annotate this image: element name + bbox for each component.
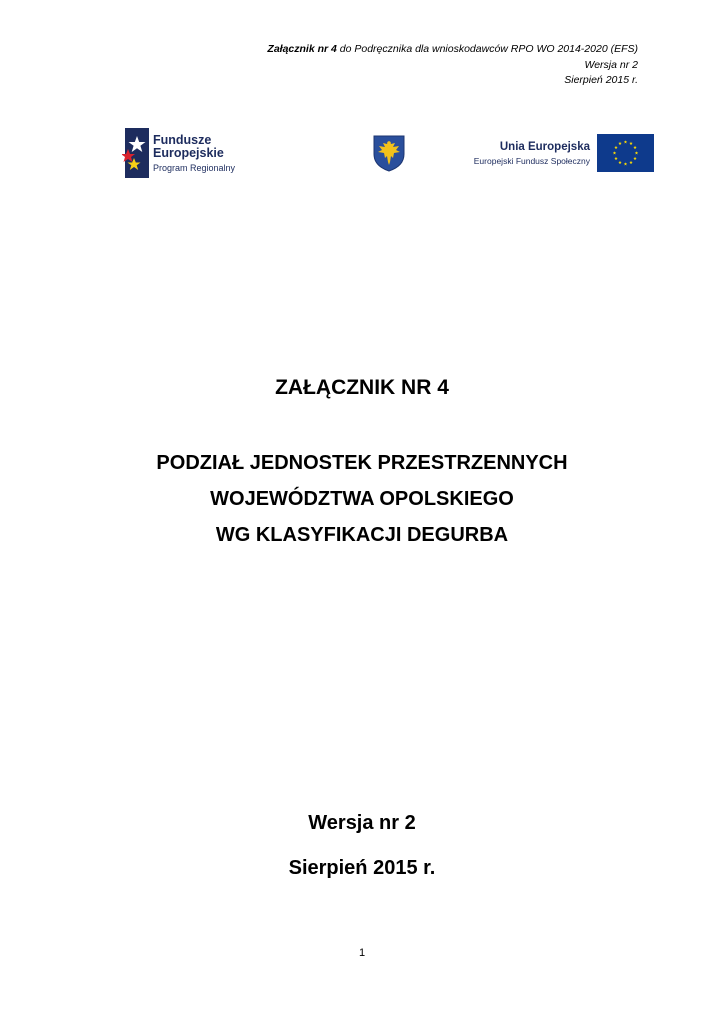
opolskie-coat-of-arms-icon — [372, 134, 406, 172]
page-number: 1 — [358, 947, 366, 959]
subtitle-line-3: WG KLASYFIKACJI DEGURBA — [215, 524, 509, 546]
fundusze-line-3: Program Regionalny — [153, 163, 236, 173]
header-attachment-label: Załącznik nr 4 — [267, 43, 337, 55]
eu-line-2: Europejski Fundusz Społeczny — [473, 156, 590, 166]
fundusze-line-1: Fundusze — [153, 133, 212, 147]
header-attachment-description: do Podręcznika dla wnioskodawców RPO WO 2014-2020 (EFS) — [336, 43, 638, 55]
fundusze-europejskie-logo — [122, 128, 262, 178]
document-subtitle — [0, 445, 724, 553]
document-title: ZAŁĄCZNIK NR 4 — [275, 376, 449, 399]
header-version: Wersja nr 2 — [584, 58, 638, 71]
document-version: Wersja nr 2 — [308, 812, 416, 834]
header-date: Sierpień 2015 r. — [564, 74, 638, 86]
coat-of-arms — [372, 134, 406, 172]
subtitle-line-1: PODZIAŁ JEDNOSTEK PRZESTRZENNYCH — [156, 452, 568, 474]
document-date: Sierpień 2015 r. — [288, 857, 436, 879]
eu-flag-icon — [597, 134, 654, 172]
eu-logo — [470, 134, 654, 174]
fundusze-europejskie-icon — [122, 128, 152, 178]
subtitle-line-2: WOJEWÓDZTWA OPOLSKIEGO — [210, 488, 514, 510]
header-line-1 — [267, 42, 638, 58]
header-note — [267, 42, 638, 89]
fundusze-line-2: Europejskie — [153, 146, 224, 160]
eu-line-1: Unia Europejska — [499, 141, 590, 153]
